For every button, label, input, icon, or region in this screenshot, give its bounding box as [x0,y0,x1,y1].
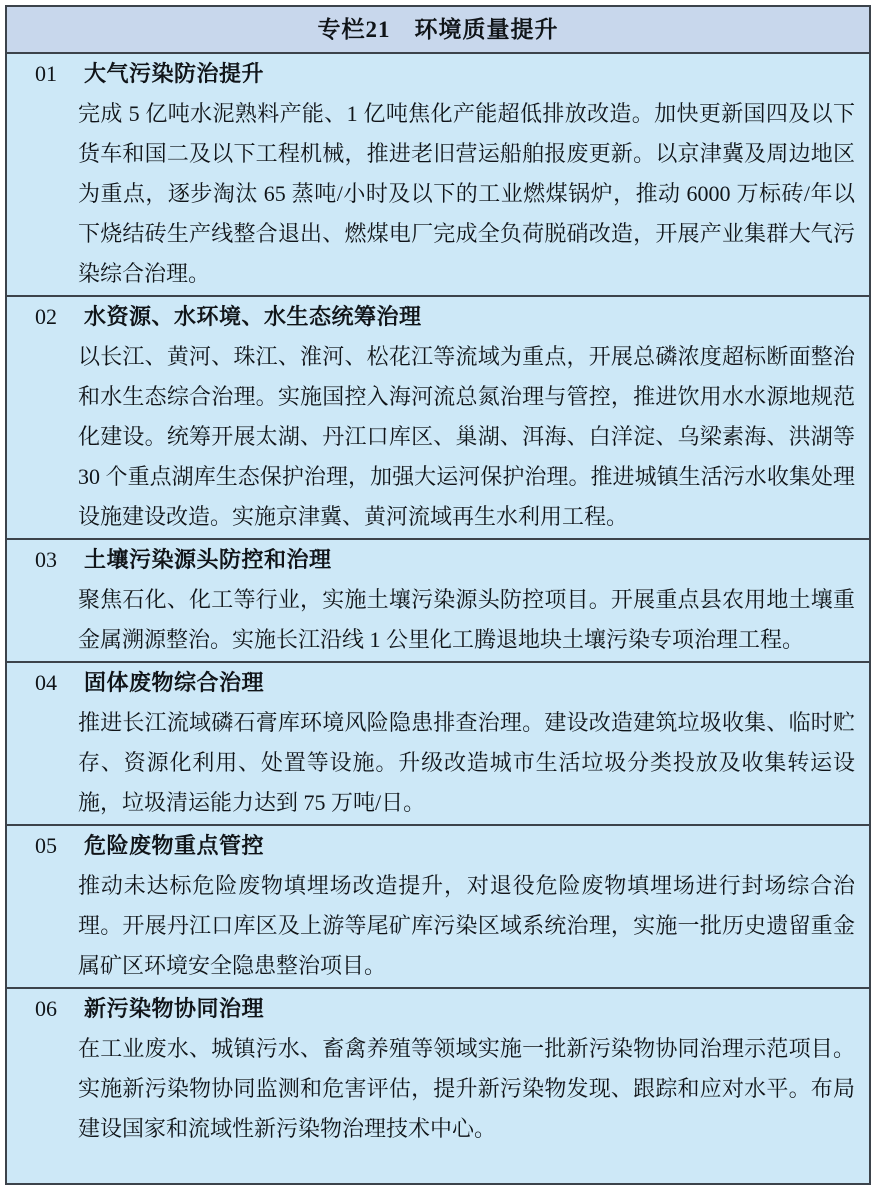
section-number: 03 [35,547,57,572]
section-title-line [7,826,869,866]
section-number: 01 [35,61,57,86]
section-soil [7,540,869,663]
section-title-line [7,663,869,703]
section-water [7,297,869,540]
section-body: 完成 5 亿吨水泥熟料产能、1 亿吨焦化产能超低排放改造。加快更新国四及以下货车和国二及以下工程机械，推进老旧营运船舶报废更新。以京津冀及周边地区为重点，逐步淘汰 65 蒸吨/小时及以下的工业燃煤锅炉，推动 6000 万标砖/年以下烧结砖生产线整合退出、燃煤电厂完成全负荷脱硝改造，开展产业集群大气污染综合治理。 [78,101,855,286]
section-title: 固体废物综合治理 [84,670,265,695]
section-title: 大气污染防治提升 [84,61,265,86]
section-title: 危险废物重点管控 [84,833,265,858]
section-title-line [7,297,869,337]
column-21-panel [5,5,871,1185]
section-body: 以长江、黄河、珠江、淮河、松花江等流域为重点，开展总磷浓度超标断面整治和水生态综合治理。实施国控入海河流总氮治理与管控，推进饮用水水源地规范化建设。统筹开展太湖、丹江口库区、巢湖、洱海、白洋淀、乌梁素海、洪湖等 30 个重点湖库生态保护治理，加强大运河保护治理。推进城镇生活污水收集处理设施建设改造。实施京津冀、黄河流域再生水利用工程。 [78,344,855,529]
section-body: 聚焦石化、化工等行业，实施土壤污染源头防控项目。开展重点县农用地土壤重金属溯源整治。实施长江沿线 1 公里化工腾退地块土壤污染专项治理工程。 [78,587,855,652]
panel-header [7,7,869,54]
section-number: 04 [35,670,57,695]
panel-title: 专栏21 环境质量提升 [317,17,559,42]
section-title-line [7,989,869,1029]
section-number: 05 [35,833,57,858]
section-title: 新污染物协同治理 [84,996,265,1021]
section-number: 02 [35,304,57,329]
section-solid-waste [7,663,869,826]
section-hazardous-waste [7,826,869,989]
section-number: 06 [35,996,57,1021]
section-new-pollutants [7,989,869,1150]
section-title-line [7,54,869,94]
section-body: 推进长江流域磷石膏库环境风险隐患排查治理。建设改造建筑垃圾收集、临时贮存、资源化利用、处置等设施。升级改造城市生活垃圾分类投放及收集转运设施，垃圾清运能力达到 75 万吨/日。 [78,710,855,815]
section-title-line [7,540,869,580]
section-title: 水资源、水环境、水生态统筹治理 [84,304,422,329]
section-body: 推动未达标危险废物填埋场改造提升，对退役危险废物填埋场进行封场综合治理。开展丹江口库区及上游等尾矿库污染区域系统治理，实施一批历史遗留重金属矿区环境安全隐患整治项目。 [78,873,855,978]
section-air-pollution [7,54,869,297]
section-body: 在工业废水、城镇污水、畜禽养殖等领域实施一批新污染物协同治理示范项目。实施新污染物协同监测和危害评估，提升新污染物发现、跟踪和应对水平。布局建设国家和流域性新污染物治理技术中心。 [78,1036,855,1141]
section-title: 土壤污染源头防控和治理 [84,547,332,572]
